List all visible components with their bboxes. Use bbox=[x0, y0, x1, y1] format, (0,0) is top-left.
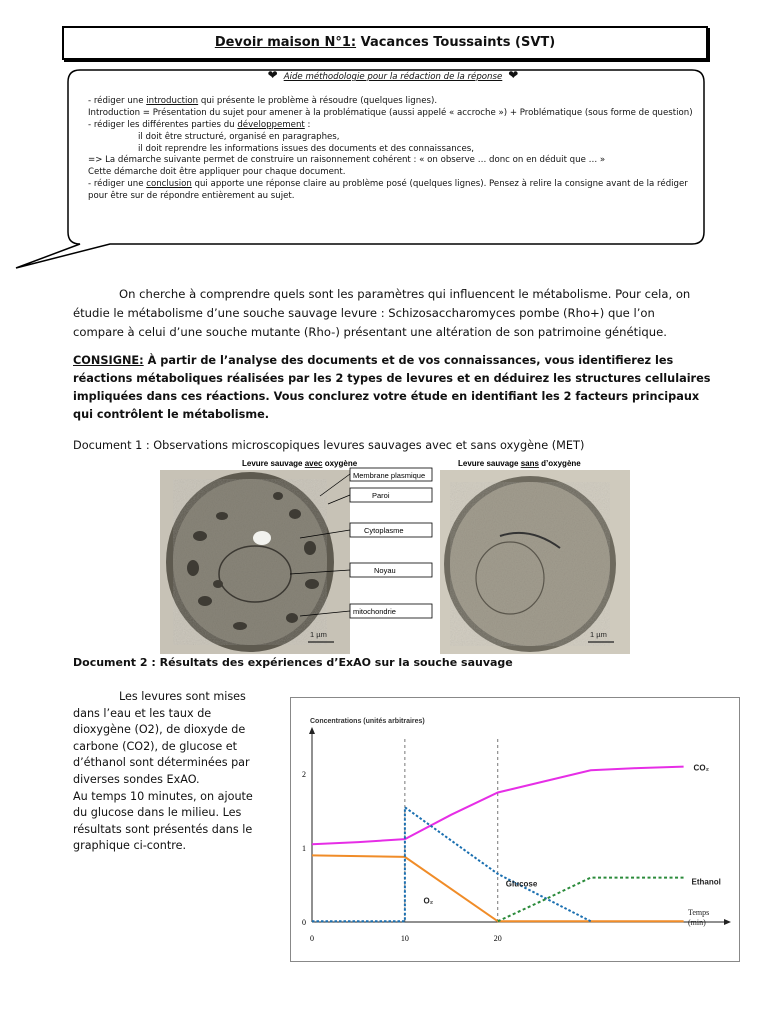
chart-x-tick-label: 0 bbox=[310, 934, 314, 943]
chart-y-tick-label: 2 bbox=[302, 770, 306, 779]
left-micrograph-caption: Levure sauvage avec oxygène bbox=[242, 459, 358, 468]
chart-series-label: Ethanol bbox=[691, 877, 721, 887]
chart-x-label-line1: Temps bbox=[688, 908, 710, 917]
chart-series-label: Glucose bbox=[505, 879, 538, 889]
right-micrograph-caption: Levure sauvage sans d’oxygène bbox=[458, 459, 581, 468]
title-prefix: Devoir maison N°1: bbox=[214, 35, 357, 50]
method-help-line: il doit être structuré, organisé en paragraphes, bbox=[138, 131, 340, 142]
method-help-line: => La démarche suivante permet de construire un raisonnement cohérent : « on observe … donc on en déduit que … » bbox=[88, 155, 606, 166]
method-help-line: - rédiger une conclusion qui apporte une réponse claire au problème posé (quelques lignes). Pensez à relire la consigne avant de la rédiger pour être sur de répondre entièrement au sujet. bbox=[88, 179, 688, 202]
left-cell-vacuole bbox=[253, 531, 271, 545]
chart-x-tick-label: 20 bbox=[493, 934, 502, 943]
chart-y-tick-label: 1 bbox=[302, 844, 306, 853]
method-help-block bbox=[88, 70, 698, 203]
doc2-text-first: Les levures sont mises dans l’eau et les taux de dioxygène (O2), de dioxyde de carbone (CO2), de glucose et d’éthanol sont déterminées par diverses sondes ExAO. bbox=[73, 690, 250, 786]
label-noyau: Noyau bbox=[374, 566, 396, 575]
consigne-label: CONSIGNE: bbox=[73, 354, 144, 367]
chart-y-tick-label: 0 bbox=[302, 918, 306, 927]
chart-x-label-line2: (min) bbox=[688, 918, 706, 927]
chart-series-label: O₂ bbox=[423, 896, 434, 906]
method-help-line: Introduction = Présentation du sujet pour amener à la problématique (aussi appelé « accroche ») + Problématique (sous forme de question) bbox=[88, 107, 693, 118]
chart-y-axis-label: Concentrations (unités arbitraires) bbox=[310, 718, 425, 725]
consigne-paragraph bbox=[73, 352, 713, 424]
heart-icon: ❤ bbox=[508, 68, 519, 82]
left-scale-label: 1 µm bbox=[310, 630, 327, 639]
method-help-line: - rédiger les différentes parties du développement : bbox=[88, 119, 311, 130]
document-2-title: Document 2 : Résultats des expériences d’ExAO sur la souche sauvage bbox=[73, 656, 513, 669]
title-rest: Vacances Toussaints (SVT) bbox=[356, 35, 556, 50]
page-title bbox=[62, 26, 708, 60]
document-1-title: Document 1 : Observations microscopiques levures sauvages avec et sans oxygène (MET) bbox=[73, 439, 585, 452]
document-2-text bbox=[73, 689, 268, 855]
intro-paragraph bbox=[73, 285, 703, 342]
label-cytoplasme: Cytoplasme bbox=[364, 526, 404, 535]
label-mitochondrie: mitochondrie bbox=[353, 607, 396, 616]
heart-icon: ❤ bbox=[267, 68, 278, 82]
right-scale-label: 1 µm bbox=[590, 630, 607, 639]
chart-series-label: CO₂ bbox=[693, 763, 710, 773]
intro-text: On cherche à comprendre quels sont les paramètres qui influencent le métabolisme. Pour cela, on étudie le métabolisme d’une souche sauvage levure : Schizosaccharomyces pombe (Rho+) que l’on compare à celui d’une souche mutante (Rho-) présentant une altération de son patrimoine génétique. bbox=[73, 287, 691, 339]
exao-chart bbox=[290, 697, 740, 962]
micrograph-figure bbox=[160, 456, 630, 656]
label-paroi: Paroi bbox=[372, 491, 390, 500]
method-help-line: il doit reprendre les informations issues des documents et des connaissances, bbox=[138, 143, 474, 154]
method-help-heading-text: Aide méthodologie pour la rédaction de la réponse bbox=[283, 72, 503, 82]
label-membrane: Membrane plasmique bbox=[353, 471, 426, 480]
method-help-heading bbox=[88, 70, 698, 84]
doc2-text-second: Au temps 10 minutes, on ajoute du glucose dans le milieu. Les résultats sont présentés dans le graphique ci-contre. bbox=[73, 789, 253, 853]
chart-x-tick-label: 10 bbox=[400, 934, 409, 943]
method-help-line: - rédiger une introduction qui présente le problème à résoudre (quelques lignes). bbox=[88, 95, 438, 106]
consigne-text: À partir de l’analyse des documents et de vos connaissances, vous identifierez les réactions métaboliques réalisées par les 2 types de levures et en déduirez les structures cellulaires impliquées dans ces réactions. Vous conclurez votre étude en identifiant les 2 facteurs principaux qui contrôlent le métabolisme. bbox=[73, 354, 711, 421]
method-help-lines bbox=[88, 96, 698, 203]
method-help-line: Cette démarche doit être appliquer pour chaque document. bbox=[88, 167, 346, 178]
